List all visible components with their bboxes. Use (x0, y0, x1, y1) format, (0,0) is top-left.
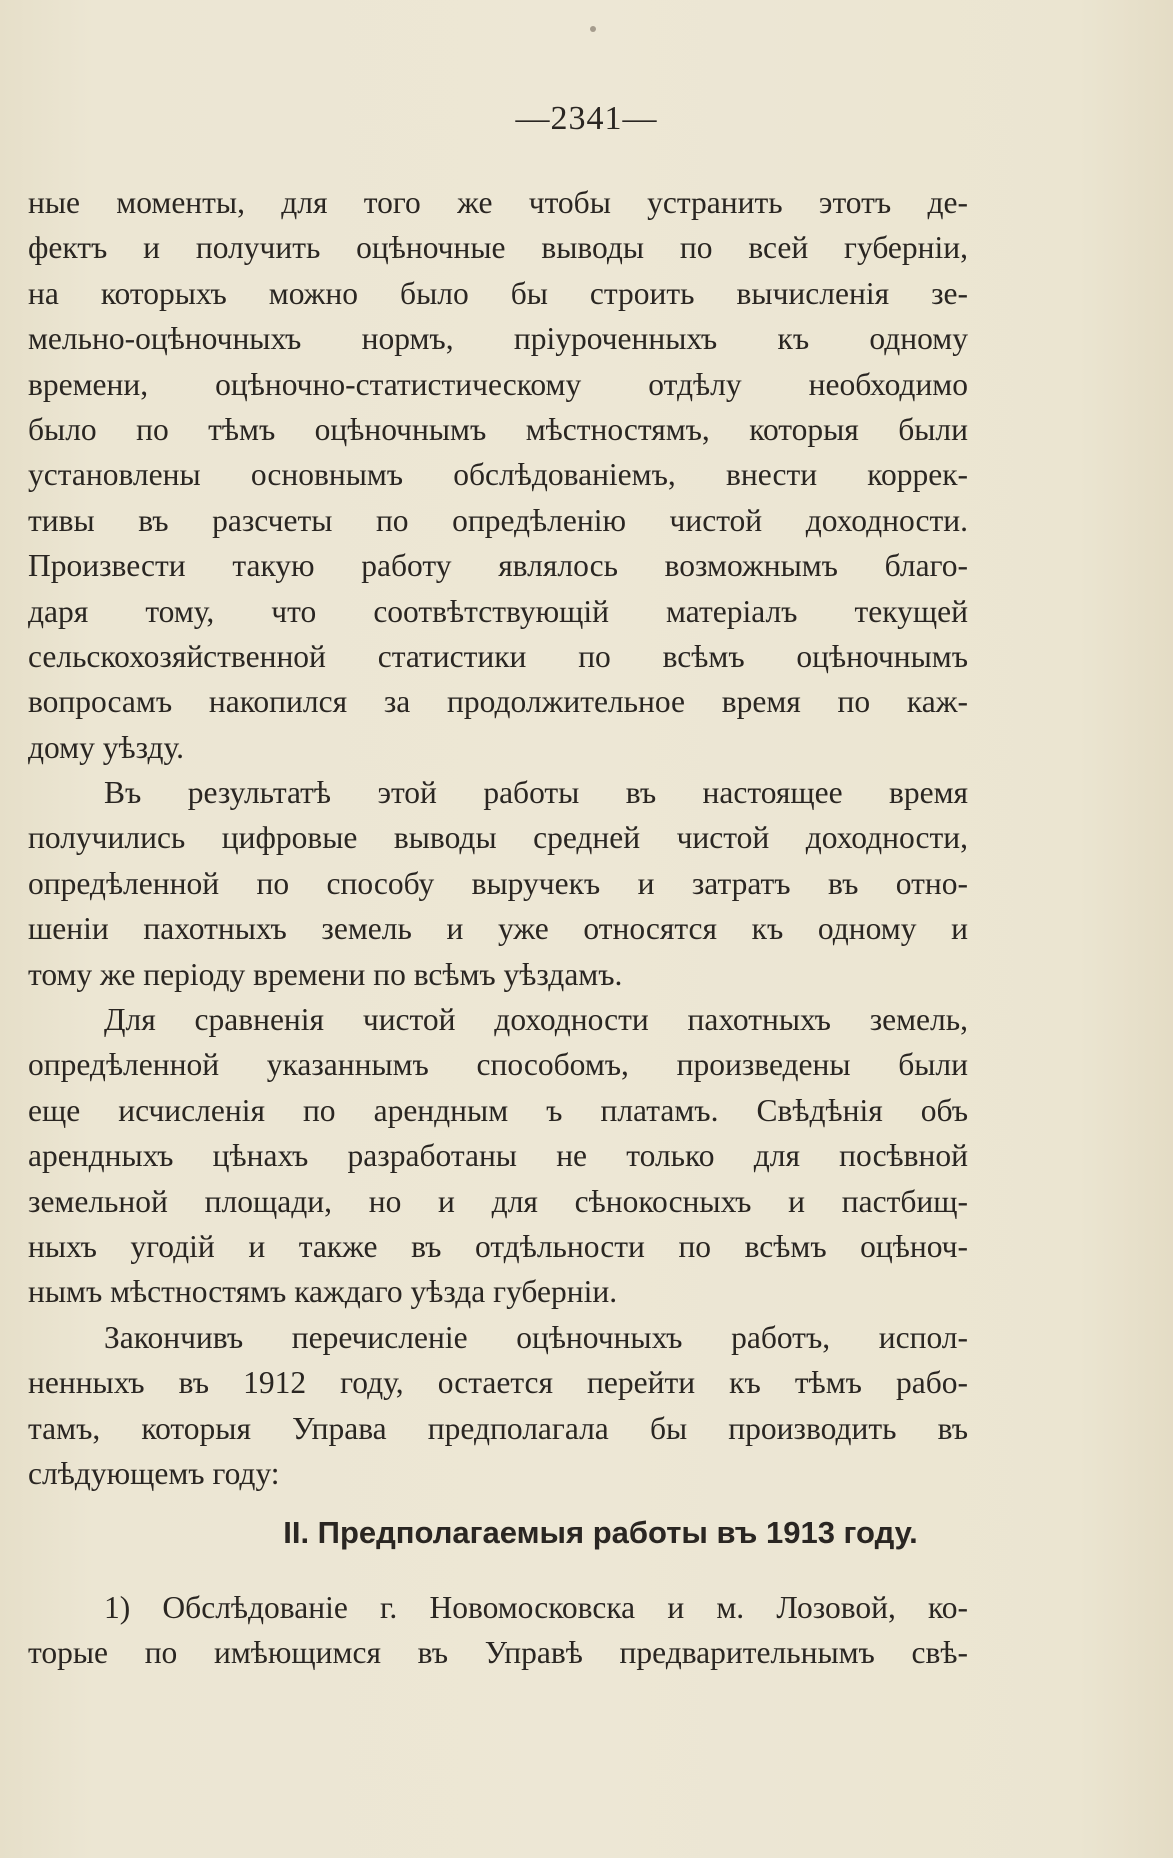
page-number: —2341— (515, 100, 658, 137)
text-line: мельно-оцѣночныхъ нормъ, пріуроченныхъ къ одному (28, 321, 968, 357)
text-line: арендныхъ цѣнахъ разработаны не только для посѣвной (28, 1138, 968, 1174)
text-line: Закончивъ перечисленіе оцѣночныхъ работъ, испол- (104, 1319, 968, 1355)
text-line: еще исчисленія по арендным ъ платамъ. Свѣдѣнія объ (28, 1092, 968, 1128)
text-line: даря тому, что соотвѣтствующій матеріалъ текущей (28, 593, 968, 629)
text-line: слѣдующемъ году: (28, 1455, 280, 1491)
text-line: торые по имѣющимся въ Управѣ предварительнымъ свѣ- (28, 1635, 968, 1671)
text-line: вопросамъ накопился за продолжительное время по каж- (28, 684, 968, 720)
text-line: тивы въ разсчеты по опредѣленію чистой доходности. (28, 502, 968, 538)
text-line: фектъ и получить оцѣночные выводы по всей губерніи, (28, 230, 968, 266)
text-line: ные моменты, для того же чтобы устранить этотъ де- (28, 185, 968, 220)
text-line: Произвести такую работу являлось возможнымъ благо- (28, 548, 968, 584)
section-body-text (28, 1585, 968, 1676)
text-line: тому же періоду времени по всѣмъ уѣздамъ. (28, 956, 623, 992)
text-line: ныхъ угодій и также въ отдѣльности по всѣмъ оцѣноч- (28, 1228, 968, 1264)
text-line: установлены основнымъ обслѣдованіемъ, внести коррек- (28, 457, 968, 493)
text-line: времени, оцѣночно-статистическому отдѣлу необходимо (28, 366, 968, 402)
text-line: сельскохозяйственной статистики по всѣмъ оцѣночнымъ (28, 638, 968, 674)
text-line: было по тѣмъ оцѣночнымъ мѣстностямъ, которыя были (28, 411, 968, 447)
section-heading: II. Предполагаемыя работы въ 1913 году. (283, 1515, 918, 1550)
text-line: земельной площади, но и для сѣнокосныхъ и пастбищ- (28, 1183, 968, 1219)
text-line: нымъ мѣстностямъ каждаго уѣзда губерніи. (28, 1274, 618, 1310)
text-line: шеніи пахотныхъ земель и уже относятся къ одному и (28, 911, 968, 947)
text-line: тамъ, которыя Управа предполагала бы производить въ (28, 1410, 968, 1446)
ink-speck (590, 26, 596, 32)
text-line: ненныхъ въ 1912 году, остается перейти къ тѣмъ рабо- (28, 1365, 968, 1401)
text-line: 1) Обслѣдованіе г. Новомосковска и м. Лозовой, ко- (104, 1590, 968, 1625)
text-line: дому уѣзду. (28, 729, 184, 765)
text-line: Въ результатѣ этой работы въ настоящее время (104, 775, 968, 811)
text-line: получились цифровые выводы средней чистой доходности, (28, 820, 968, 856)
body-text (28, 180, 968, 1496)
text-line: опредѣленной указаннымъ способомъ, произведены были (28, 1047, 968, 1083)
text-line: Для сравненія чистой доходности пахотныхъ земель, (104, 1002, 968, 1038)
text-line: опредѣленной по способу выручекъ и затратъ въ отно- (28, 865, 968, 901)
text-line: на которыхъ можно было бы строить вычисленія зе- (28, 275, 968, 311)
